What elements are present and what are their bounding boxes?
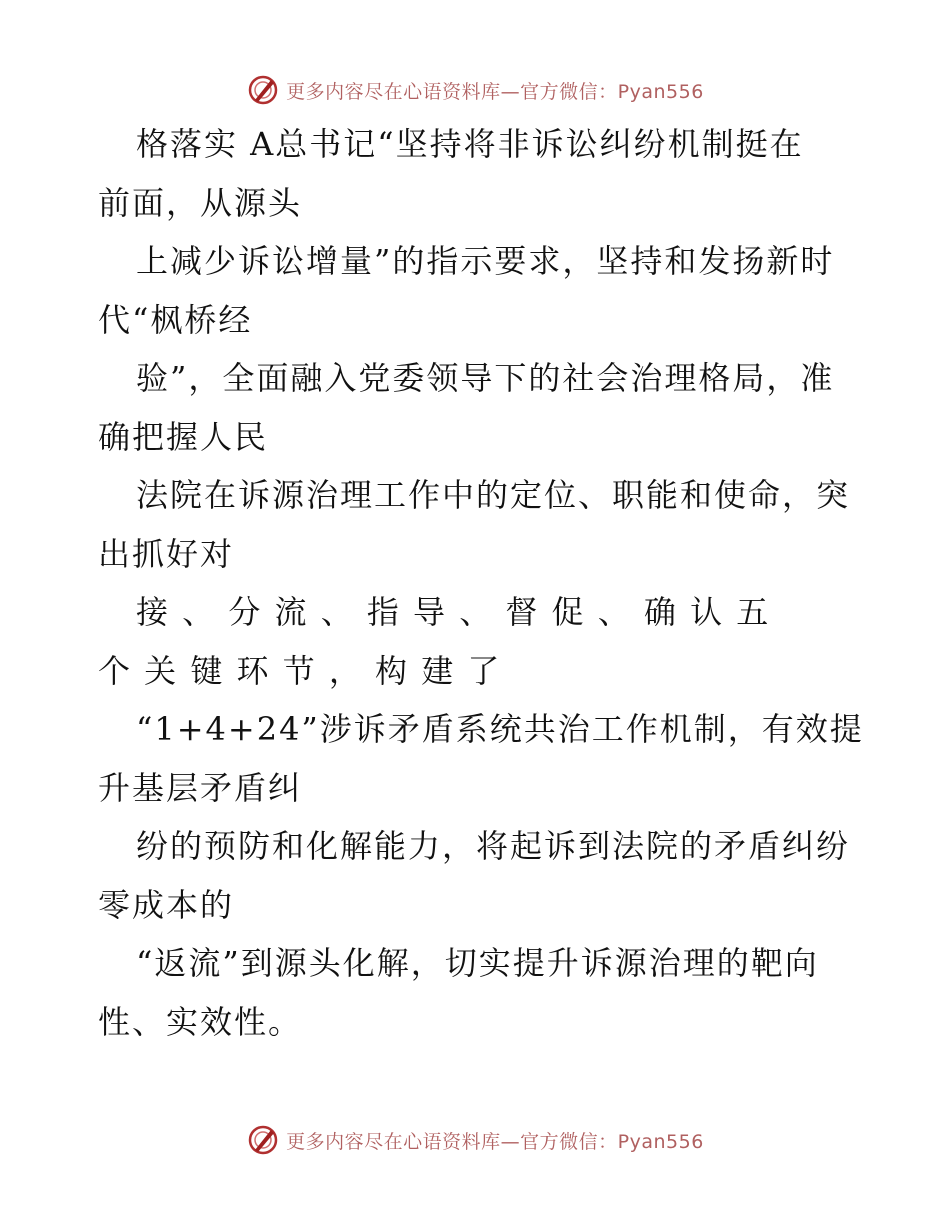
watermark-text: 更多内容尽在心语资料库—官方微信：Pyan556 xyxy=(286,1130,704,1153)
text-line: 纷的预防和化解能力，将起诉到法院的矛盾纠纷 xyxy=(136,827,851,865)
text-line: 升基层矛盾纠 xyxy=(98,768,303,807)
footer-watermark xyxy=(0,1120,950,1160)
text-line: 代“枫桥经 xyxy=(98,300,253,339)
text-line: 性、实效性。 xyxy=(98,1002,303,1041)
text-line: “返流”到源头化解，切实提升诉源治理的靶向 xyxy=(136,944,819,982)
pen-circle-logo-icon xyxy=(246,73,280,107)
text-line: 验”，全面融入党委领导下的社会治理格局，准 xyxy=(136,359,835,397)
text-line: 接 、 分 流 、 指 导 、 督 促 、 确 认 五 xyxy=(136,593,771,631)
text-line: 个 关 键 环 节 ， 构 建 了 xyxy=(98,651,502,690)
header-watermark xyxy=(0,70,950,110)
text-line: 格落实 A总书记“坚持将非诉讼纠纷机制挺在 xyxy=(136,125,804,163)
document-body xyxy=(98,115,864,1051)
text-line: 前面，从源头 xyxy=(98,183,303,222)
text-line: “1+4+24”涉诉矛盾系统共治工作机制，有效提 xyxy=(136,710,864,748)
text-line: 法院在诉源治理工作中的定位、职能和使命，突 xyxy=(136,476,851,514)
text-line: 出抓好对 xyxy=(98,534,235,573)
text-line: 上减少诉讼增量”的指示要求，坚持和发扬新时 xyxy=(136,242,835,280)
watermark-text: 更多内容尽在心语资料库—官方微信：Pyan556 xyxy=(286,80,704,103)
text-line: 零成本的 xyxy=(98,885,235,924)
text-line: 确把握人民 xyxy=(98,417,269,456)
pen-circle-logo-icon xyxy=(246,1123,280,1157)
